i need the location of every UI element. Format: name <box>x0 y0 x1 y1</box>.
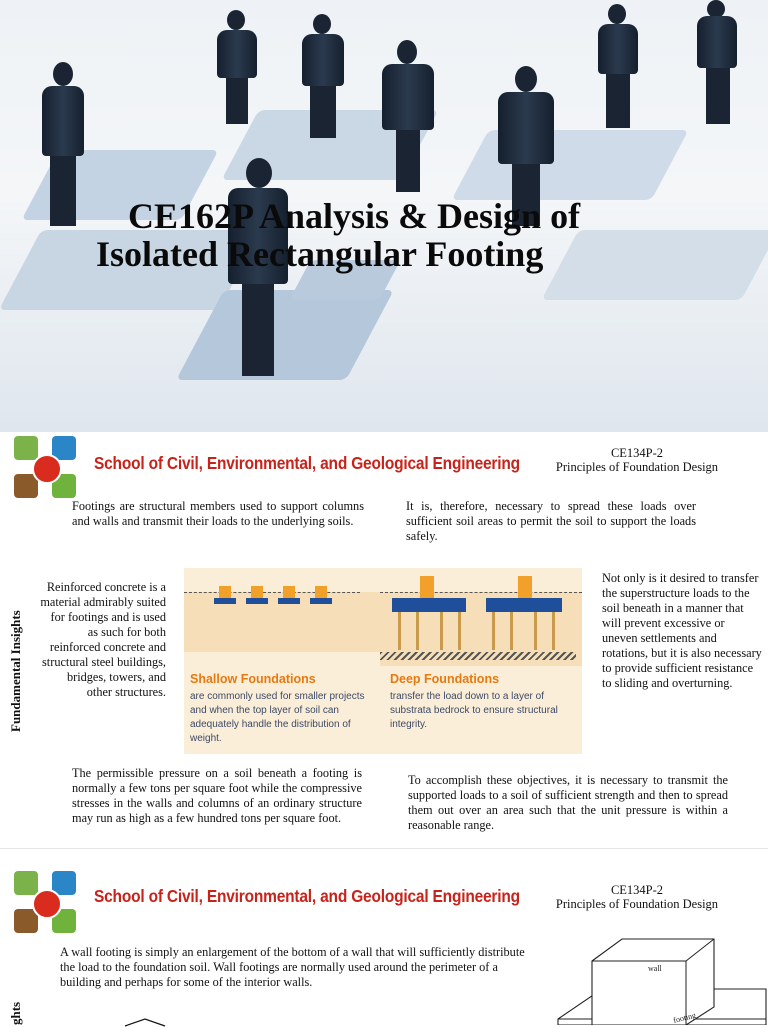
course-header <box>536 446 738 474</box>
slide-title <box>96 196 716 274</box>
person-silhouette <box>212 10 262 125</box>
person-silhouette <box>38 62 88 227</box>
bedrock-layer <box>380 652 576 660</box>
school-name: School of Civil, Environmental, and Geological Engineering <box>94 454 520 474</box>
title-slide <box>0 0 768 432</box>
course-name: Principles of Foundation Design <box>555 897 719 911</box>
fundamental-insights-slide <box>0 432 768 848</box>
paragraph-footings: Footings are structural members used to support columns and walls and transmit their loads to the underlying soils. <box>72 499 364 528</box>
shape-fragment <box>120 1017 170 1027</box>
foundations-diagram <box>184 568 582 754</box>
title-line-2: Isolated Rectangular Footing <box>96 234 544 274</box>
course-name: Principles of Foundation Design <box>555 460 719 474</box>
paragraph-wall-footing: A wall footing is simply an enlargement of the bottom of a wall that will sufficiently distribute the load to the foundation soil. Wall footings are normally used around the perimeter of a building and perhaps for some of the interior walls. <box>60 945 525 989</box>
shallow-foundations-text: are commonly used for smaller projects and when the top layer of soil can adequately handle the distribution of weight. <box>190 691 365 744</box>
shallow-foundations-title: Shallow Foundations <box>190 672 316 686</box>
paragraph-settlements: Not only is it desired to transfer the superstructure loads to the soil beneath in a manner that will prevent excessive or uneven settlements and rotations, but it is also necessary to provide sufficient resistance to sliding and overturning. <box>602 571 762 690</box>
paragraph-permissible-pressure: The permissible pressure on a soil beneath a footing is normally a few tons per square foot while the compressive stresses in the walls and columns of an ordinary structure may run as high as a few hundred tons per square foot. <box>72 766 362 825</box>
deep-foundations-title: Deep Foundations <box>390 672 500 686</box>
school-logo <box>14 436 76 498</box>
school-logo <box>14 871 76 933</box>
paragraph-spread-loads: It is, therefore, necessary to spread these loads over sufficient soil areas to permit the soil to support the loads safely. <box>406 499 696 543</box>
course-header <box>536 883 738 911</box>
puzzle-piece <box>451 130 688 200</box>
paragraph-reinforced-concrete: Reinforced concrete is a material admirably suited for footings and is used as such for both reinforced concrete and structural steel buildings, bridges, towers, and other structures. <box>40 580 166 699</box>
person-silhouette <box>378 40 438 192</box>
wall-label: wall <box>648 964 662 973</box>
course-code: CE134P-2 <box>610 883 664 897</box>
deep-foundations-text: transfer the load down to a layer of substrata bedrock to ensure structural integrity. <box>390 691 558 730</box>
school-name: School of Civil, Environmental, and Geological Engineering <box>94 887 520 907</box>
person-silhouette <box>694 0 740 125</box>
wall-footing-figure <box>550 933 768 1025</box>
footing-label: footing <box>672 1010 697 1025</box>
course-code: CE134P-2 <box>610 446 664 460</box>
wall-footing-slide <box>0 848 768 1025</box>
side-label: ghts <box>8 1001 23 1025</box>
title-line-1: CE162P Analysis & Design of <box>128 196 581 236</box>
person-silhouette <box>594 4 642 129</box>
side-label: Fundamental Insights <box>8 610 23 732</box>
person-silhouette <box>296 14 350 139</box>
paragraph-objectives: To accomplish these objectives, it is necessary to transmit the supported loads to a soil of sufficient strength and then to spread them out over an area such that the unit pressure is within a reasonable range. <box>408 773 728 832</box>
